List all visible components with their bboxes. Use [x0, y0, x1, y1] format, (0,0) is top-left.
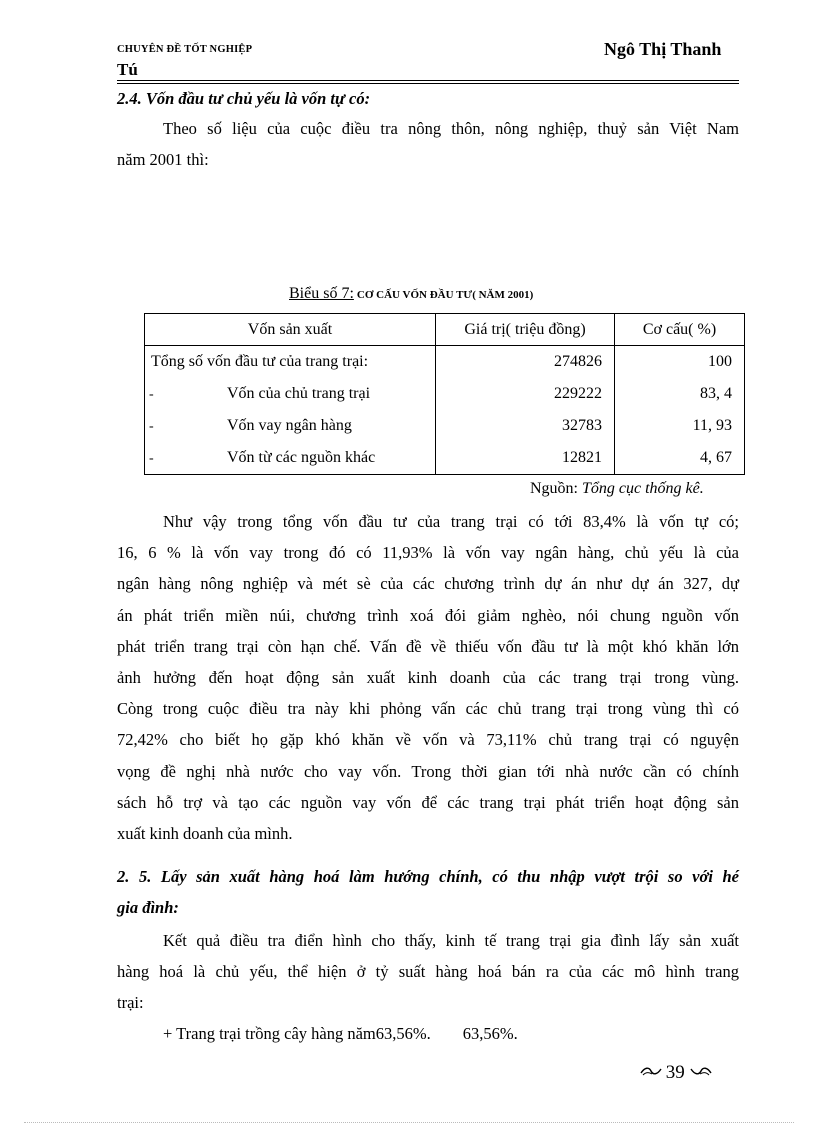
- table-cell-value: 274826: [436, 346, 615, 379]
- paragraph-line: Như vậy trong tổng vốn đầu tư của trang trại có tới 83,4% là vốn tự có;: [163, 512, 739, 531]
- table-caption-label: Biểu số 7:: [289, 285, 354, 302]
- header-left-line1: CHUYÊN ĐỀ TỐT NGHIỆP: [117, 44, 253, 55]
- heading-line: 2. 5. Lấy sản xuất hàng hoá làm hướng chính, có thu nhập vượt trội so với hé: [117, 867, 739, 886]
- source-value: Tổng cục thống kê.: [582, 480, 704, 497]
- table-cell-label: Vốn từ các nguồn khác: [227, 449, 376, 466]
- paragraph-line: 72,42% cho biết họ gặp khó khăn về vốn và 73,11% chủ trang trại có nguyện: [117, 730, 739, 750]
- bullet-value: 63,56%.: [462, 1024, 518, 1043]
- bullet-item: [163, 1024, 518, 1044]
- table-cell-value: 229222: [436, 378, 615, 410]
- paragraph-line: vọng đề nghị nhà nước cho vay vốn. Trong thời gian tới nhà nước cần có chính: [117, 761, 739, 781]
- table-row: [145, 378, 745, 410]
- section-2-5-heading: [117, 861, 739, 923]
- table-cell-label: Vốn vay ngân hàng: [227, 417, 352, 434]
- row-dash: -: [149, 451, 154, 466]
- section-2-4-heading: 2.4. Vốn đầu tư chủ yếu là vốn tự có:: [117, 89, 371, 108]
- table-cell-share: 83, 4: [615, 378, 745, 410]
- table-source: [530, 480, 704, 498]
- section-2-5-body: [117, 925, 739, 1019]
- paragraph-line: trại:: [117, 993, 144, 1013]
- table-cell-value: 32783: [436, 410, 615, 442]
- investment-structure-table: [144, 313, 745, 475]
- paragraph-line: án phát triển miền núi, chương trình xoá đói giảm nghèo, nói chung nguồn vốn: [117, 605, 739, 625]
- paragraph-line: Theo số liệu của cuộc điều tra nông thôn, nông nghiệp, thuỷ sản Việt Nam: [163, 119, 739, 138]
- table-cell-share: 11, 93: [615, 410, 745, 442]
- source-label: Nguồn:: [530, 480, 578, 497]
- section-2-4-intro: [117, 113, 739, 175]
- table-row: [145, 410, 745, 442]
- bullet-text: + Trang trại trồng cây hàng năm63,56%.: [163, 1024, 431, 1043]
- header-author: Ngô Thị Thanh: [604, 39, 722, 59]
- table-row: [145, 442, 745, 475]
- paragraph-line: xuất kinh doanh của mình.: [117, 824, 293, 844]
- header-rule-top: [117, 80, 739, 81]
- paragraph-line: hàng hoá là chủ yếu, thể hiện ở tỷ suất hàng hoá bán ra của các mô hình trang: [117, 962, 739, 982]
- header-rule-bottom: [117, 83, 739, 84]
- table-header-cell: Cơ cấu( %): [615, 314, 745, 346]
- right-ornament-icon: [690, 1065, 712, 1081]
- table-cell-value: 12821: [436, 442, 615, 475]
- paragraph-line: ngân hàng nông nghiệp và mét sè của các chương trình dự án như dự án 327, dự: [117, 574, 739, 594]
- analysis-paragraph: [117, 506, 739, 849]
- paragraph-line: Còng trong cuộc điều tra này khi phỏng vấn các chủ trang trại trong vùng thì có: [117, 699, 739, 719]
- paragraph-line: năm 2001 thì:: [117, 150, 209, 170]
- row-dash: -: [149, 419, 154, 434]
- page-number: [640, 1062, 712, 1084]
- table-row: [145, 346, 745, 379]
- header-left-line2: Tú: [117, 60, 138, 79]
- table-caption: [289, 285, 533, 303]
- table-cell-share: 4, 67: [615, 442, 745, 475]
- paragraph-line: sách hỗ trợ và tạo các nguồn vay vốn để các trang trại phát triển hoạt động sản: [117, 792, 739, 812]
- table-cell-share: 100: [615, 346, 745, 379]
- paragraph-line: phát triển trang trại còn hạn chế. Vấn đề về thiếu vốn đầu tư là một khó khăn lớn: [117, 636, 739, 656]
- heading-line: gia đình:: [117, 898, 179, 918]
- left-ornament-icon: [640, 1065, 666, 1081]
- row-dash: -: [149, 387, 154, 402]
- paragraph-line: Kết quả điều tra điển hình cho thấy, kinh tế trang trại gia đình lấy sản xuất: [163, 931, 739, 950]
- paragraph-line: ảnh hưởng đến hoạt động sản xuất kinh doanh của các trang trại trong vùng.: [117, 668, 739, 688]
- table-header-cell: Vốn sản xuất: [145, 314, 436, 346]
- table-caption-title: CƠ CẤU VỐN ĐẦU TƯ( NĂM 2001): [356, 289, 534, 301]
- table-cell-label: Vốn của chủ trang trại: [227, 385, 371, 402]
- table-header-row: [145, 314, 745, 346]
- table-header-cell: Giá trị( triệu đồng): [436, 314, 615, 346]
- page-number-value: 39: [665, 1062, 685, 1083]
- table-cell-label: Tổng số vốn đầu tư của trang trại:: [145, 346, 436, 379]
- paragraph-line: 16, 6 % là vốn vay trong đó có 11,93% là vốn vay ngân hàng, chủ yếu là của: [117, 543, 739, 563]
